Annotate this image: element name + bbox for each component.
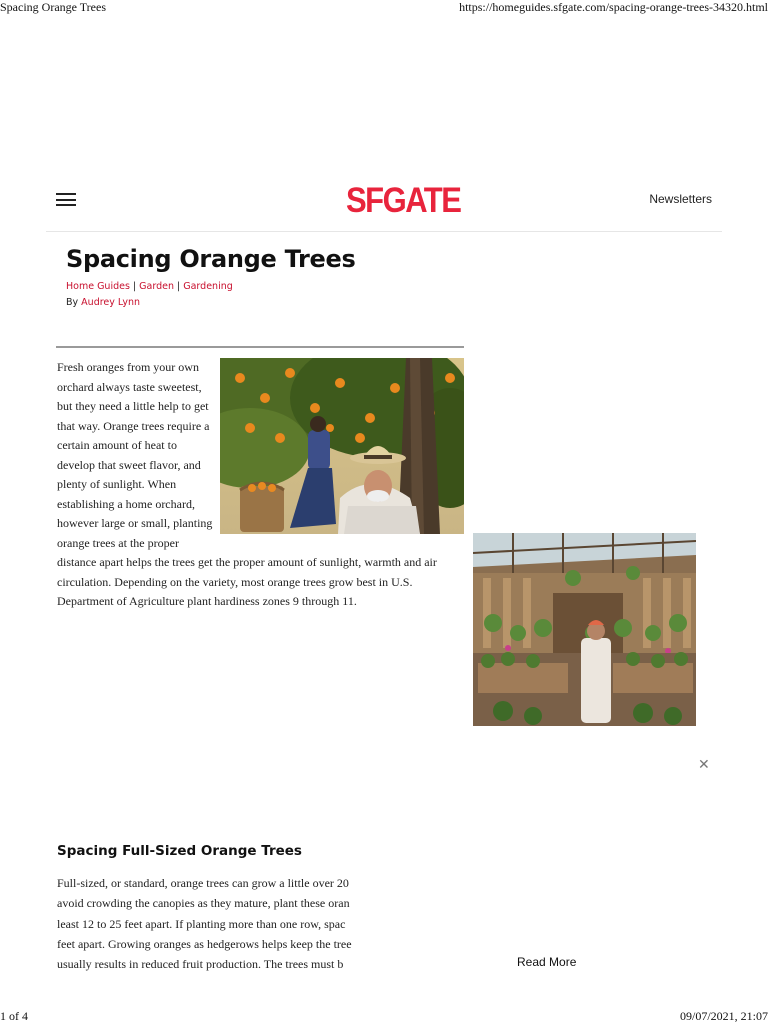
site-header — [46, 178, 722, 232]
byline — [66, 297, 140, 308]
section-line: least 12 to 25 feet apart. If planting more than one row, spac — [57, 916, 346, 931]
section-body — [57, 873, 382, 971]
breadcrumb: Home Guides | Garden | Gardening — [66, 281, 233, 292]
print-datetime: 09/07/2021, 21:07 — [679, 1009, 768, 1023]
close-icon[interactable]: ✕ — [698, 757, 710, 773]
divider — [56, 346, 464, 348]
section-line: feet apart. Growing oranges as hedgerows helps keep the tree — [57, 936, 352, 951]
breadcrumb-gardening[interactable]: Gardening — [183, 281, 233, 292]
author-link[interactable]: Audrey Lynn — [81, 297, 140, 308]
byline-prefix: By — [66, 297, 79, 308]
ad-image[interactable] — [473, 533, 696, 726]
print-page-title: Spacing Orange Trees — [0, 0, 106, 14]
section-heading: Spacing Full-Sized Orange Trees — [57, 843, 302, 859]
print-page-url: https://homeguides.sfgate.com/spacing-orange-trees-34320.html — [459, 0, 768, 14]
section-line: avoid crowding the canopies as they mature, plant these oran — [57, 896, 350, 911]
read-more-button[interactable]: Read More — [517, 955, 577, 969]
breadcrumb-garden[interactable]: Garden — [139, 281, 174, 292]
sfgate-logo[interactable]: SFGATE — [346, 180, 461, 221]
breadcrumb-home-guides[interactable]: Home Guides — [66, 281, 130, 292]
intro-text: Fresh oranges from your own orchard always taste sweetest, but they need a little help to get that way. Orange trees require a certain amount of heat to develop that sweet flavor, and plenty of sunlight. When establishing a home orchard, however large or small, planting orange trees at the proper distance apart helps the trees get the proper amount of sunlight, warmth and air circulation. Depending on the variety, most orange trees grow best in U.S. Department of Agriculture plant hardiness zones 9 through 11. — [57, 360, 437, 608]
article-title: Spacing Orange Trees — [66, 245, 356, 273]
section-line: Full-sized, or standard, orange trees can grow a little over 20 — [57, 876, 349, 890]
section-line: usually results in reduced fruit production. The trees must b — [57, 957, 344, 971]
article-intro — [57, 358, 464, 612]
hamburger-menu-icon[interactable] — [56, 193, 76, 209]
newsletters-link[interactable]: Newsletters — [649, 192, 712, 206]
hero-image — [220, 358, 464, 534]
print-page-number: 1 of 4 — [0, 1009, 28, 1023]
